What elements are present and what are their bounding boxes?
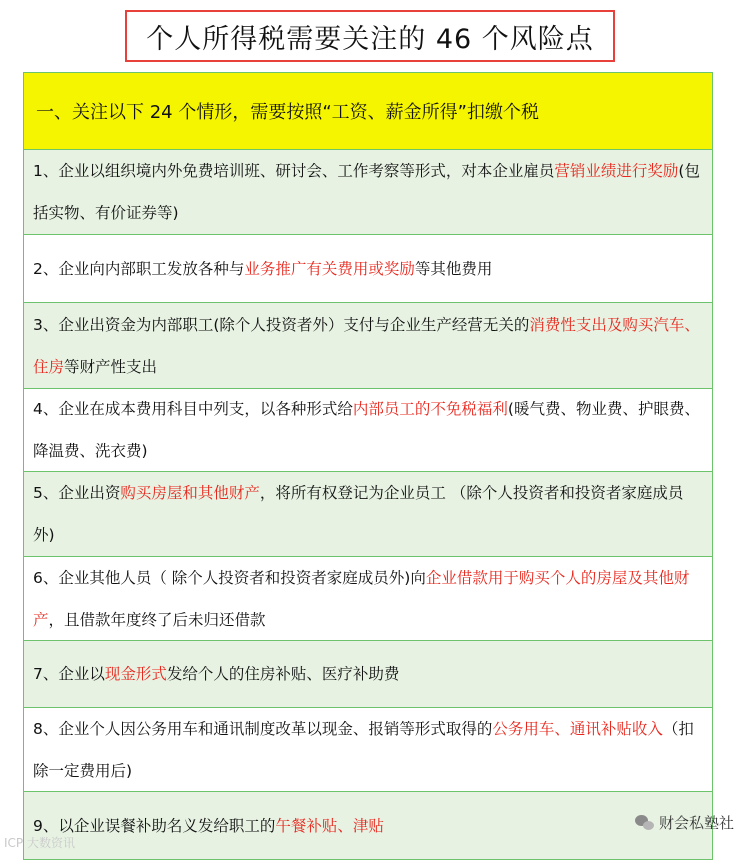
row-text: 1、企业以组织境内外免费培训班、研讨会、工作考察等形式，对本企业雇员营销业绩进行奖励(包括实物、有价证券等) [33,162,700,222]
table-row [24,792,712,859]
highlight-text: 现金形式 [104,665,167,683]
risk-table [23,72,713,860]
table-row [24,708,712,792]
row-text: 7、企业以现金形式发给个人的住房补贴、医疗补助费 [33,665,400,683]
table-row [24,472,712,557]
row-text: 3、企业出资金为内部职工(除个人投资者外）支付与企业生产经营无关的消费性支出及购买汽车、住房等财产性支出 [33,315,700,376]
row-text: 2、企业向内部职工发放各种与业务推广有关费用或奖励等其他费用 [33,259,493,278]
wechat-icon [635,815,655,831]
highlight-text: 内部员工的不免税福利 [352,400,508,418]
table-row [24,557,712,641]
highlight-text: 购买房屋和其他财产 [120,484,260,502]
highlight-text: 企业借款用于购买个人的房屋及其他财产 [33,568,690,629]
table-row [24,641,712,708]
row-text: 8、企业个人因公务用车和通讯制度改革以现金、报销等形式取得的公务用车、通讯补贴收入（扣除一定费用后) [33,719,694,780]
highlight-text: 业务推广有关费用或奖励 [244,259,415,278]
table-row [24,303,712,389]
row-text: 4、企业在成本费用科目中列支，以各种形式给内部员工的不免税福利(暖气费、物业费、护眼费、降温费、洗衣费) [33,400,700,460]
table-row [24,150,712,235]
watermark-right [635,812,734,833]
page-title: 个人所得税需要关注的 46 个风险点 [146,23,594,55]
table-row [24,389,712,472]
row-text: 5、企业出资购买房屋和其他财产，将所有权登记为企业员工 （除个人投资者和投资者家庭成员外) [33,484,684,544]
row-text: 6、企业其他人员（ 除个人投资者和投资者家庭成员外)向企业借款用于购买个人的房屋及其他财产，且借款年度终了后未归还借款 [33,568,690,629]
highlight-text: 公务用车、通讯补贴收入 [492,719,663,738]
watermark-right-text: 财会私塾社 [658,814,734,832]
page-title-box [125,10,615,62]
watermark-left: ICP 大数资讯 [4,836,75,850]
section-header [24,73,712,150]
highlight-text: 午餐补贴、津贴 [275,816,384,835]
highlight-text: 消费性支出及购买汽车、住房 [33,315,700,376]
table-row [24,235,712,303]
row-text: 9、以企业误餐补助名义发给职工的午餐补贴、津贴 [33,816,384,835]
section-header-text: 一、关注以下 24 个情形，需要按照“工资、薪金所得”扣缴个税 [36,102,539,123]
highlight-text: 营销业绩进行奖励 [554,162,679,180]
